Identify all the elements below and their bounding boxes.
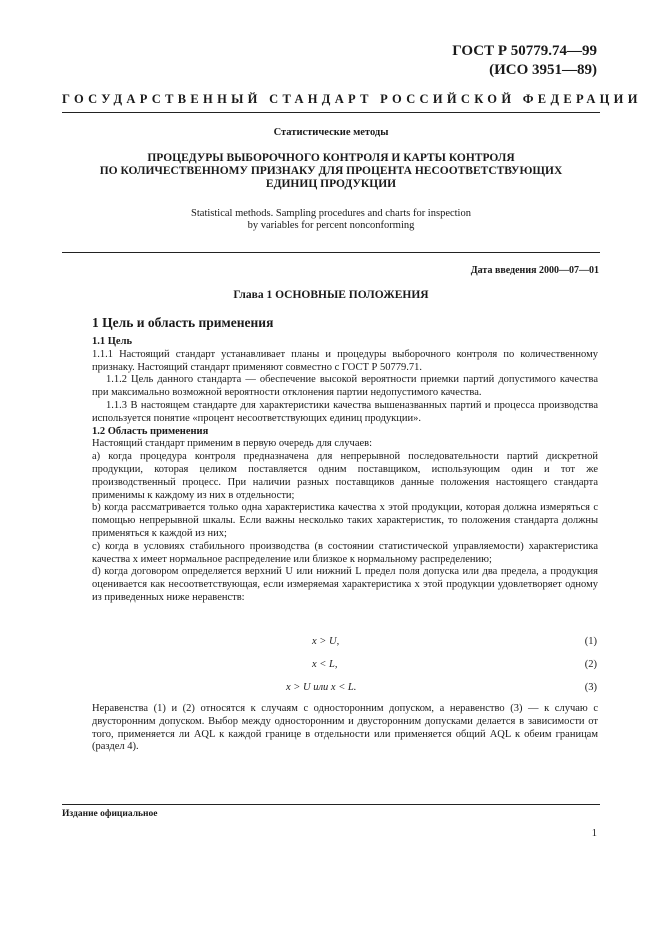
gost-code: ГОСТ Р 50779.74—99	[452, 43, 597, 59]
paragraph-1-2-b: b) когда рассматривается только одна характеристика качества x этой продукции, которая должна измеряться с помощью непрерывной шкалы. Если важны несколько таких характеристик, то положения стандарта должны применяться к каждой из них;	[92, 502, 598, 539]
closing-paragraph: Неравенства (1) и (2) относятся к случаям с односторонним допуском, а неравенство (3) — к случаю с двусторонним допуском. Выбор между односторонним и двусторонним допусками делается в зависимости от того, применяется ли AQL к каждой границе в отдельности или применяется общий AQL к обеим границам (раздел 4).	[92, 703, 598, 753]
paragraph-1-2-a: a) когда процедура контроля предназначена для непрерывной последовательности партий дискретной продукции, которая целиком поставляется одним поставщиком, использующим один и тот же производственный процесс. При наличии разных поставщиков данные положения настоящего стандарта применимы к каждому из них в отдельности;	[92, 451, 598, 501]
equation-1-number: (1)	[584, 636, 597, 647]
page-number: 1	[591, 828, 597, 839]
iso-code: (ИСО 3951—89)	[489, 62, 597, 78]
english-title	[62, 208, 600, 232]
document-title	[62, 152, 600, 191]
section-heading: 1 Цель и область применения	[92, 315, 274, 330]
state-standard-title: ГОСУДАРСТВЕННЫЙ СТАНДАРТ РОССИЙСКОЙ ФЕДЕРАЦИИ	[62, 92, 642, 106]
paragraph-1-1-2: 1.1.2 Цель данного стандарта — обеспечение высокой вероятности приемки партий допустимого качества при максимально возможной вероятности отклонения партии недопустимого качества.	[92, 374, 598, 399]
title-line-2: ПО КОЛИЧЕСТВЕННОМУ ПРИЗНАКУ ДЛЯ ПРОЦЕНТА НЕСООТВЕТСТВУЮЩИХ	[99, 165, 563, 177]
closing-paragraph-block	[92, 703, 598, 754]
equation-2-number: (2)	[584, 659, 597, 670]
subsection-heading-1-1: 1.1 Цель	[92, 336, 133, 347]
paragraph-1-2-c: c) когда в условиях стабильного производства (в состоянии статистической управляемости) характеристика качества x имеет нормальное распределение или близкое к нормальному распределению;	[92, 540, 598, 565]
english-title-line-2: by variables for percent nonconforming	[247, 220, 415, 231]
paragraph-1-1-3: 1.1.3 В настоящем стандарте для характеристики качества вышеназванных партий и процесса производства используется понятие «процент несоответствующих единиц продукции».	[92, 399, 598, 424]
paragraph-1-1-1: 1.1.1 Настоящий стандарт устанавливает планы и процедуры выборочного контроля по количественному признаку. Настоящий стандарт применяют совместно с ГОСТ Р 50779.71.	[92, 348, 598, 373]
paragraph-1-2-d: d) когда договором определяется верхний U или нижний L предел поля допуска или два предела, а продукция оценивается как несоответствующая, если измеряемая характеристика x этой продукции удовлетворяет одному из приведенных ниже неравенств:	[92, 566, 598, 603]
effective-date: Дата введения 2000—07—01	[470, 265, 599, 276]
official-edition-label: Издание официальное	[62, 809, 158, 819]
english-title-line-1: Statistical methods. Sampling procedures and charts for inspection	[191, 208, 471, 219]
subsection-heading-1-2: 1.2 Область применения	[92, 425, 209, 437]
title-line-3: ЕДИНИЦ ПРОДУКЦИИ	[265, 178, 397, 190]
equation-3: x > U или x < L.	[286, 682, 357, 693]
section-body	[92, 336, 598, 605]
chapter-heading: Глава 1 ОСНОВНЫЕ ПОЛОЖЕНИЯ	[233, 289, 429, 301]
subject-heading: Статистические методы	[273, 127, 389, 138]
equation-3-number: (3)	[584, 682, 597, 693]
paragraph-1-2-intro: Настоящий стандарт применим в первую очередь для случаев:	[92, 438, 373, 450]
gost-code-block	[452, 42, 597, 80]
header-rule	[62, 112, 600, 113]
equation-2: x < L,	[312, 659, 338, 670]
title-line-1: ПРОЦЕДУРЫ ВЫБОРОЧНОГО КОНТРОЛЯ И КАРТЫ КОНТРОЛЯ	[147, 152, 515, 164]
equation-1: x > U,	[312, 636, 340, 647]
footer-rule	[62, 804, 600, 805]
title-rule	[62, 252, 600, 253]
